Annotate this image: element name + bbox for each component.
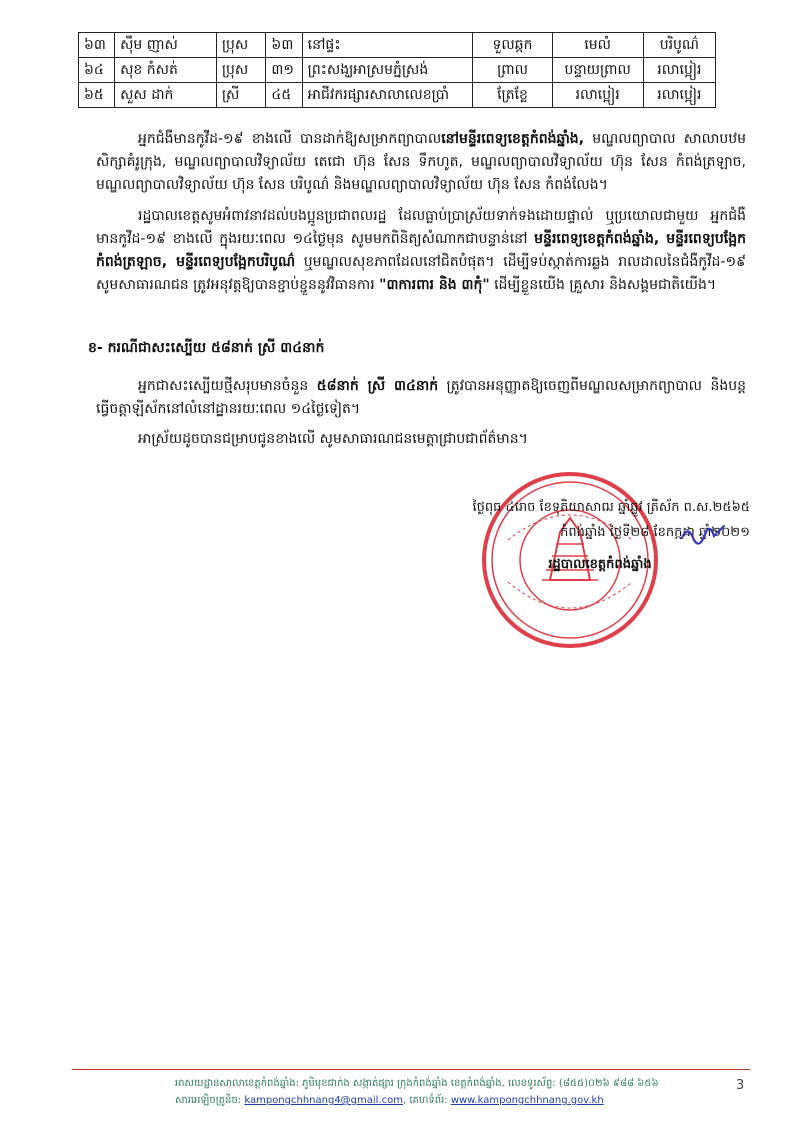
recovered-count-bold: ៥៨នាក់ ស្រី ៣៤នាក់: [316, 378, 439, 394]
treatment-hospital-bold: នៅមន្ទីរពេទ្យខេត្តកំពង់ឆ្នាំង,: [441, 131, 585, 147]
website-label: , គេហទំព័រ:: [403, 1095, 448, 1106]
district-cell: បរិបូណ៌: [643, 33, 715, 58]
email-label: សារអេឡិចត្រូនិច:: [175, 1095, 242, 1106]
district-cell: រលាប្អៀរ: [643, 83, 715, 108]
occupation-cell: ព្រះសង្ឃអាស្រមភ្នំស្រង់: [302, 58, 473, 83]
patient-name-cell: សុខ កំសត់: [115, 58, 217, 83]
table-row: [79, 33, 716, 58]
appeal-end-text: ដើម្បីខ្លួនយើង គ្រួសារ និងសង្គមជាតិយើង។: [489, 277, 717, 293]
case-number-cell: ៦៥: [79, 83, 115, 108]
patient-name-cell: ស៊ឹម ញាស់: [115, 33, 217, 58]
solar-date: កំពង់ឆ្នាំង ថ្ងៃទី២៨ ខែកក្កដា ឆ្នាំ២០២១: [560, 525, 750, 540]
case-number-cell: ៦៤: [79, 58, 115, 83]
commune-cell: មេលំ: [552, 33, 643, 58]
page-number: 3: [736, 1078, 745, 1093]
treatment-lead-text: អ្នកជំងឺមានកូវីដ-១៩ ខាងលើ បានដាក់ឱ្យសម្រាកព្យាបាល: [138, 131, 442, 147]
village-cell: ព្រាល: [473, 58, 552, 83]
sex-cell: ប្រុស: [216, 58, 266, 83]
issuing-authority: រដ្ឋបាលខេត្តកំពង់ឆ្នាំង: [548, 557, 652, 572]
appeal-paragraph: [96, 205, 746, 297]
cases-table-body: [79, 33, 716, 108]
signature-mark: [678, 520, 728, 550]
website-link[interactable]: www.kampongchhnang.gov.kh: [450, 1095, 604, 1106]
closing-paragraph: អាស្រ័យដូចបានជម្រាបជូនខាងលើ សូមសាធារណជនមេត្តាជ្រាបជាព័ត៌មាន។: [138, 431, 528, 447]
patient-name-cell: សួស ដាក់: [115, 83, 217, 108]
recovered-section-heading: ខ- ករណីជាសះស្បើយ ៥៨នាក់ ស្រី ៣៤នាក់: [88, 340, 325, 356]
table-row: [79, 83, 716, 108]
village-cell: ត្រែខ្លែ: [473, 83, 552, 108]
recovered-rest-text: ត្រូវបានអនុញ្ញាតឱ្យចេញពីមណ្ឌលសម្រាកព្យាបាល និងបន្តធ្វើចត្តាឡីស័កនៅលំនៅដ្ឋានរយៈពេល ១៤ថ្ងៃទៀត។: [96, 378, 747, 417]
age-cell: ៦៣: [266, 33, 302, 58]
commune-cell: បន្ទាយព្រាល: [552, 58, 643, 83]
recovered-lead-text: អ្នកជាសះស្បើយថ្មីសរុបមានចំនួន: [138, 378, 317, 394]
appeal-hospitals-bold: មន្ទីរពេទ្យខេត្តកំពង់ឆ្នាំង, មន្ទីរពេទ្យបង្អែកកំពង់ត្រឡាច, មន្ទីរពេទ្យបង្អែកបរិបូណ៌: [96, 231, 746, 270]
treatment-rest-text: មណ្ឌលព្យាបាល សាលាបឋមសិក្សាគំរូក្រុង, មណ្ឌលព្យាបាលវិទ្យាល័យ តេជោ ហ៊ុន សែន ទឹកហូត, មណ្ឌលព្យាបាលវិទ្យាល័យ ហ៊ុន សែន កំពង់ត្រឡាច, មណ្ឌលព្យាបាលវិទ្យាល័យ ហ៊ុន សែន បរិបូណ៌ និងមណ្ឌលព្យាបាលវិទ្យាល័យ ហ៊ុន សែន កំពង់លែង។: [96, 131, 747, 193]
recovered-paragraph: [96, 375, 746, 421]
district-cell: រលាប្អៀរ: [643, 58, 715, 83]
appeal-mid-text: ឬមណ្ឌលសុខភាពដែលនៅជិតបំផុត។ ដើម្បីទប់ស្កាត់ការឆ្លង រាលដាលនៃជំងឺកូវីដ-១៩ សូមសាធារណជន ត្រូវអនុវត្តឱ្យបានខ្ជាប់ខ្ជួននូវវិធានការ: [96, 254, 746, 293]
lunar-date: ថ្ងៃពុធ ៤រោច ខែទុតិយាសាឍ ឆ្នាំឆ្លូវ ត្រីស័ក ព.ស.២៥៦៥: [472, 500, 750, 515]
age-cell: ៤៥: [266, 83, 302, 108]
village-cell: ទួលឆ្កក: [473, 33, 552, 58]
appeal-measures-bold: "៣ការពារ និង ៣កុំ": [379, 277, 490, 293]
age-cell: ៣១: [266, 58, 302, 83]
email-link[interactable]: kampongchhnang4@gmail.com: [244, 1095, 403, 1106]
footer-address: អាសយដ្ឋានសាលាខេត្តកំពង់ឆ្នាំង: ភូមិមុខជាក់ង សង្កាត់ផ្សារ ក្រុងកំពង់ឆ្នាំង ខេត្តកំពង់ឆ្នាំង, លេខទូរស័ព្ទ: (៨៥៥)០២៦ ៩៨៨ ៦៥៦: [175, 1078, 659, 1089]
commune-cell: រលាប្អៀរ: [552, 83, 643, 108]
sex-cell: ប្រុស: [216, 33, 266, 58]
case-number-cell: ៦៣: [79, 33, 115, 58]
appeal-lead-text: រដ្ឋបាលខេត្តសូមអំពាវនាវដល់បងប្អូនប្រជាពលរដ្ឋ ដែលធ្លាប់ប្រាស្រ័យទាក់ទងដោយផ្ទាល់ ឬប្រយោលជាមួយ អ្នកជំងឺមានកូវីដ-១៩ ខាងលើ ក្នុងរយៈពេល ១៤ថ្ងៃមុន សូមមកពិនិត្យសំណាកជាបន្ទាន់នៅ: [96, 208, 746, 247]
table-row: [79, 58, 716, 83]
occupation-cell: នៅផ្ទះ: [302, 33, 473, 58]
treatment-paragraph: [96, 128, 746, 197]
occupation-cell: អាជីវករផ្សារសាលាលេខប្រាំ: [302, 83, 473, 108]
sex-cell: ស្រី: [216, 83, 266, 108]
footer-contact: [175, 1094, 735, 1108]
cases-table: [78, 32, 716, 108]
footer-divider: [72, 1069, 750, 1070]
